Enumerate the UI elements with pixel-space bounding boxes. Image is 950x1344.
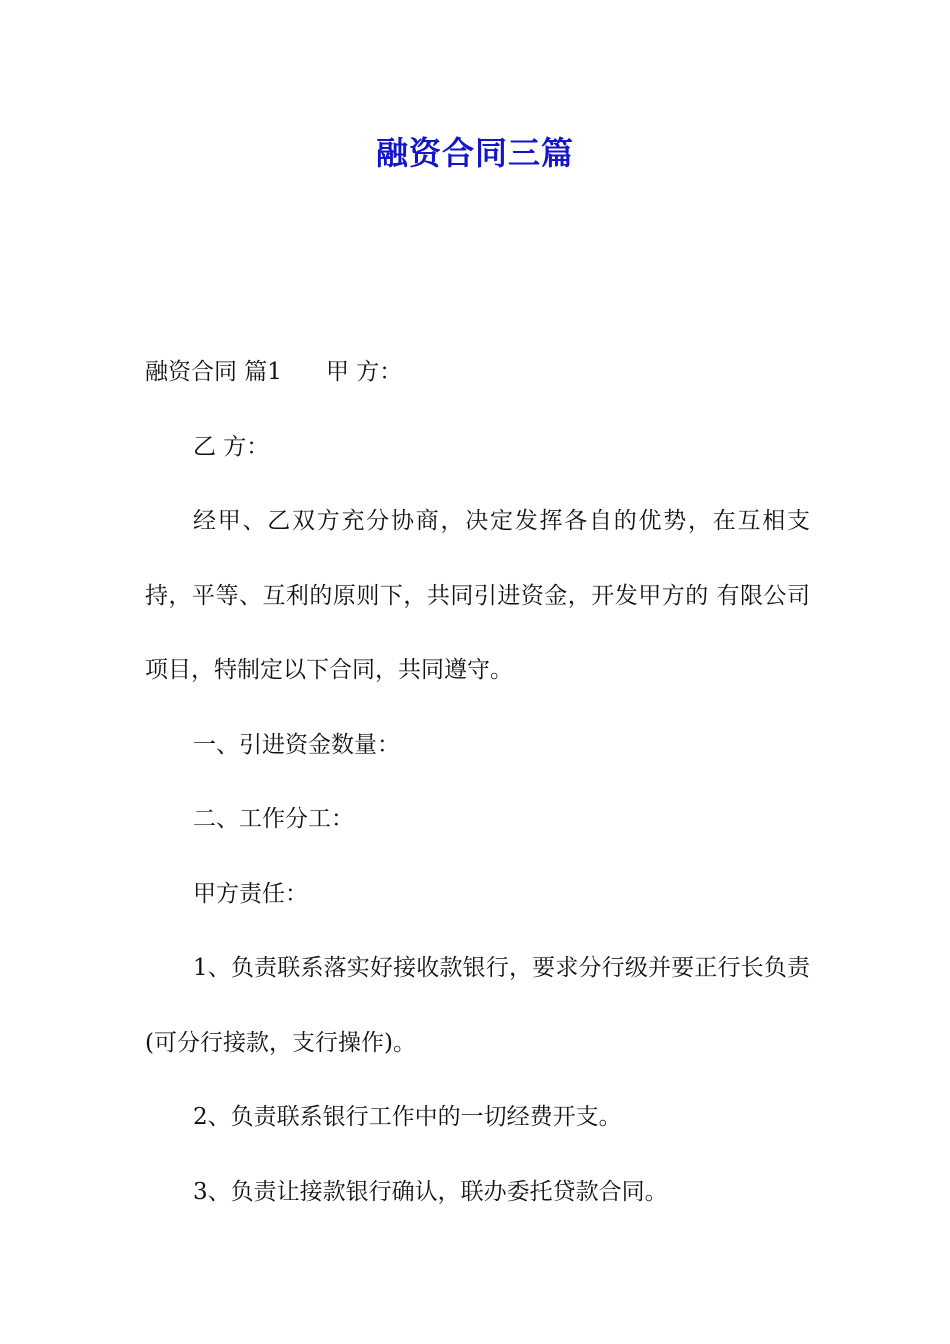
party-a-responsibility-heading: 甲方责任： (193, 880, 308, 907)
preamble-paragraph: 经甲、乙双方充分协商，决定发挥各自的优势，在互相支持，平等、互利的原则下，共同引进资金，开发甲方的 有限公司项目，特制定以下合同，共同遵守。 (145, 508, 810, 683)
document-body (145, 335, 810, 1229)
section-heading-funds: 一、引进资金数量： (193, 731, 400, 758)
section-heading-division: 二、工作分工： (193, 806, 354, 832)
responsibility-item-1: 1、负责联系落实好接收款银行，要求分行级并要正行长负责(可分行接款，支行操作)。 (145, 955, 810, 1056)
party-b-label: 乙 方： (193, 433, 270, 460)
contract-header-line (145, 335, 810, 410)
responsibility-item-2: 2、负责联系银行工作中的一切经费开支。 (193, 1104, 622, 1130)
party-a-label: 甲 方： (325, 359, 403, 385)
document-title: 融资合同三篇 (375, 134, 574, 172)
contract-label: 融资合同 篇1 (145, 359, 282, 385)
responsibility-item-3: 3、负责让接款银行确认，联办委托贷款合同。 (193, 1178, 668, 1205)
